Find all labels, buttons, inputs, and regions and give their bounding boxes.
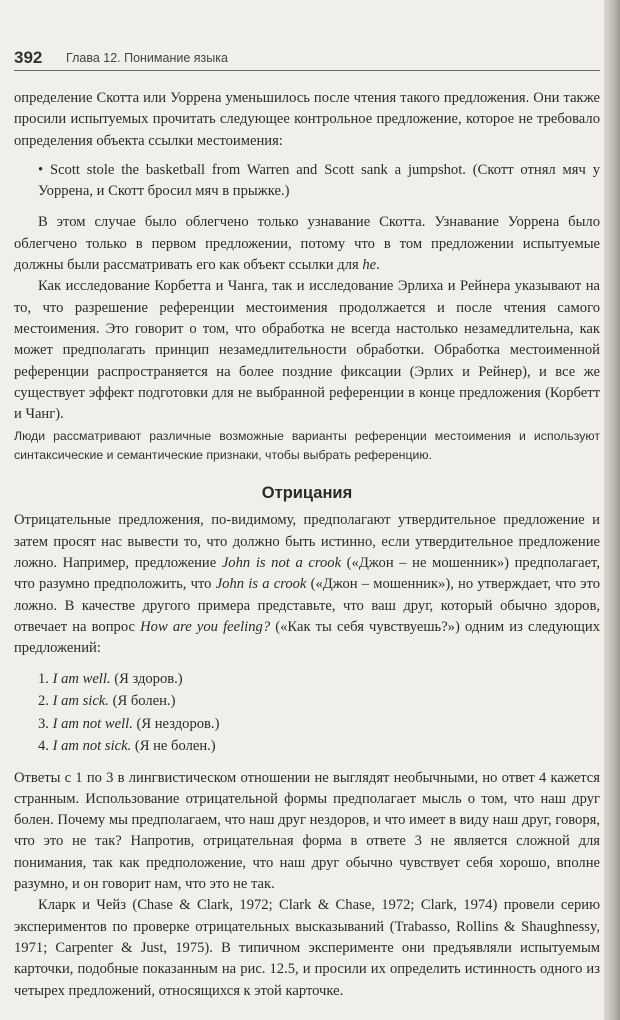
paragraph-negations: Отрицательные предложения, по-видимому, предполагают утвердительное предложение и затем просят нас вывести то, что должно быть истинно, если утвердительное предложение ложно. Например, предложение John is not a crook («Джон – не мошенник») предполагает, что разумно предположить, что John is a crook («Джон – мошенник»), но утверждает, что это ложно. В качестве другого примера представьте, что ваш друг, который обычно здоров, отвечает на вопрос How are you feeling? («Как ты себя чувствуешь?») одним из следующих предложений: [14, 512, 601, 657]
paragraph-experiments: Кларк и Чейз (Chase & Clark, 1972; Clark & Chase, 1972; Clark, 1974) провели серию экспериментов по проверке отрицательных высказываний (Trabasso, Rollins & Shaughnessy, 1971; Carpenter & Just, 1975). В типичном эксперименте они предъявляли испытуемым карточки, подобные показанным на рис. 12.5, и просили их определить истинность одного из четырех предложений, относящихся к этой карточке. [14, 897, 600, 999]
running-header [14, 48, 600, 71]
book-spine-shadow [604, 0, 620, 1020]
list-item: 1. I am well. (Я здоров.) [38, 670, 183, 687]
paragraph-continuation: определение Скотта или Уоррена уменьшилось после чтения такого предложения. Они также просили испытуемых прочитать следующее контрольное предложение, которое не требовало определения объекта ссылки местоимения: [14, 90, 600, 149]
section-summary: Люди рассматривают различные возможные варианты референции местоимения и используют синтаксические и семантические признаки, чтобы выбрать референцию. [14, 429, 600, 463]
italic-example: John is not a crook [221, 555, 342, 572]
list-item: 2. I am sick. (Я болен.) [38, 693, 176, 710]
italic-example: John is a crook [215, 576, 307, 593]
page-body [14, 88, 600, 1002]
page-number: 392 [14, 48, 43, 67]
paragraph-analysis: Ответы с 1 по 3 в лингвистическом отношении не выглядят необычными, но ответ 4 кажется странным. Использование отрицательной формы предполагает мысль о том, что наш друг болен. Почему мы предполагаем, что наш друг нездоров, и что имеет в виду наш друг, говоря, что это не так? Напротив, отрицательная форма в ответе 3 не является сложной для понимания, так как предположение, что наш друг обычно чувствует себя хорошо, вполне разумно, и он говорит нам, что это не так. [14, 769, 600, 893]
section-heading: Отрицания [261, 484, 353, 503]
paragraph-recognition: В этом случае было облегчено только узнавание Скотта. Узнавание Уоррена было облегчено только в первом предложении, потому что в том предложении испытуемые должны были рассматривать его как объект ссылки для he. [14, 214, 600, 274]
chapter-title: Глава 12. Понимание языка [66, 51, 228, 65]
paragraph-research-summary: Как исследование Корбетта и Чанга, так и исследование Эрлиха и Рейнера указывают на то, что разрешение референции местоимения продолжается и после чтения самого местоимения. Это говорит о том, что обработка не всегда настолько незамедлительна, как может предполагать принцип незамедлительности обработки. Обработка местоименной референции распространяется на более поздние фиксации (Эрлих и Рейнер), и все же существует эффект подготовки для не выбранной референции в конце предложения (Корбетт и Чанг). [14, 278, 600, 423]
example-sentence: • Scott stole the basketball from Warren and Scott sank a jumpshot. (Скотт отнял мяч у Уоррена, и Скотт бросил мяч в прыжке.) [38, 161, 600, 200]
list-item: 4. I am not sick. (Я не болен.) [38, 738, 216, 755]
italic-term: he [362, 257, 377, 274]
italic-example: How are you feeling? [140, 618, 271, 635]
list-item: 3. I am not well. (Я нездоров.) [38, 715, 220, 732]
response-list [38, 668, 600, 758]
